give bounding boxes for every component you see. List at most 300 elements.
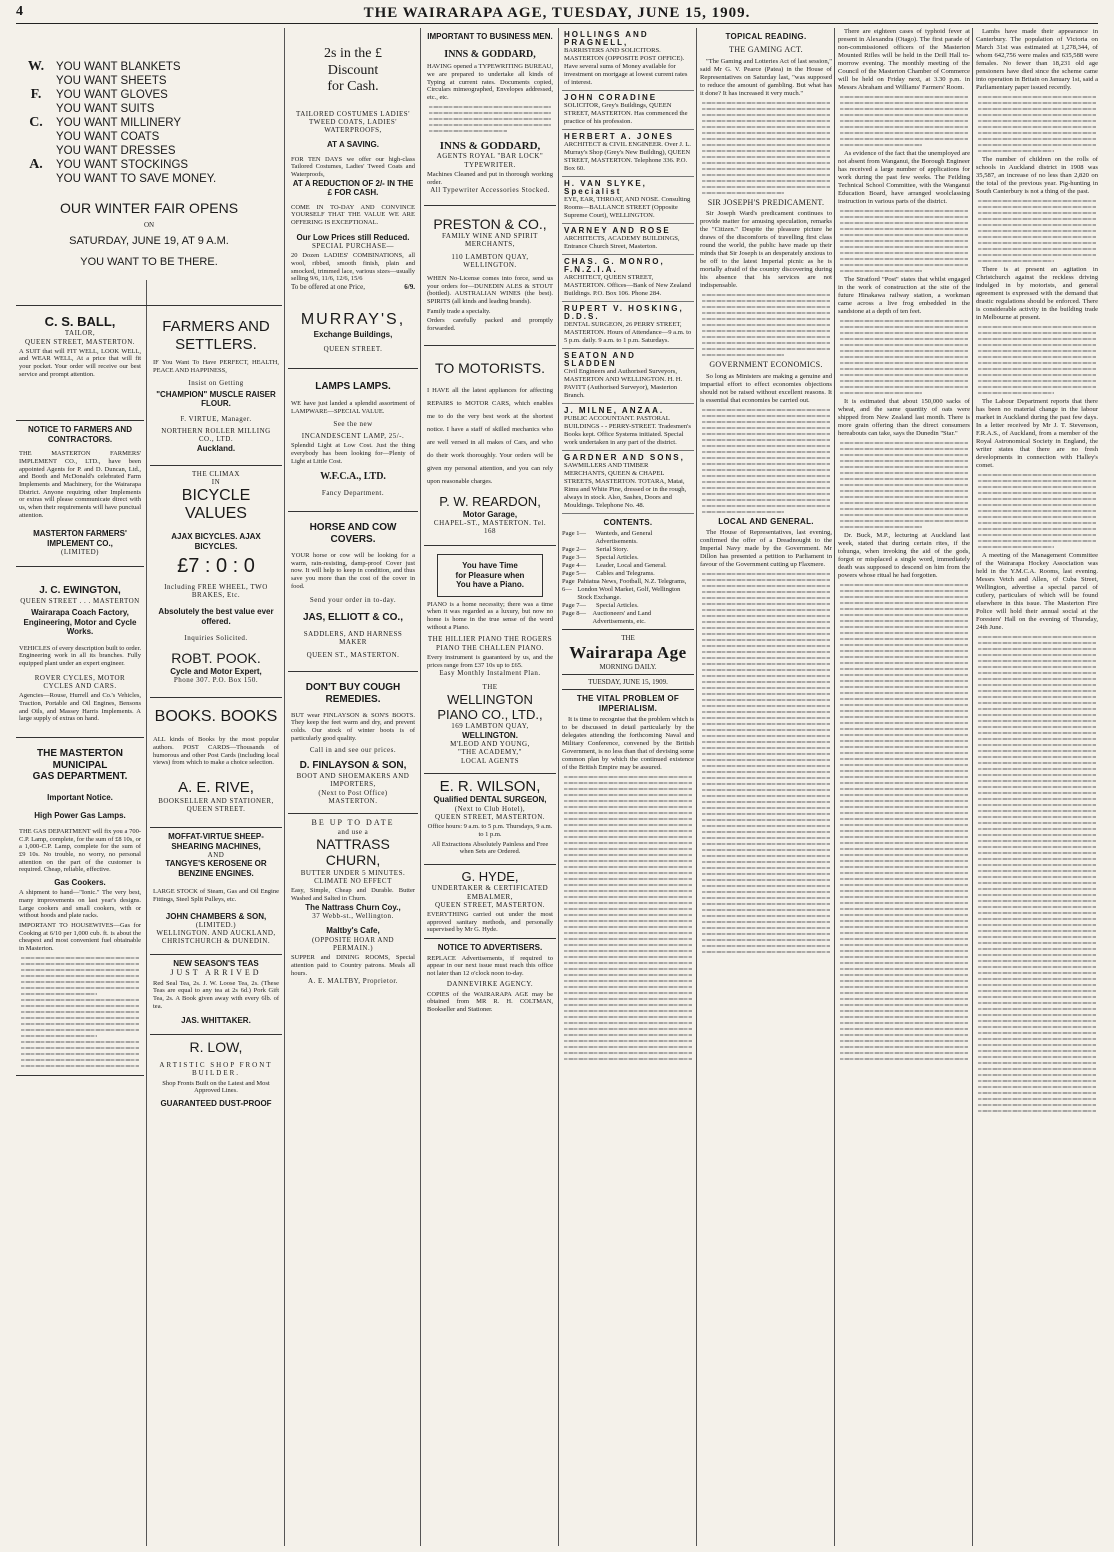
advertisers-agency: DANNEVIRKE AGENCY.: [446, 980, 534, 989]
want-text: YOU WANT MILLINERY: [56, 117, 182, 129]
contents-page: Page 3—: [562, 554, 587, 562]
column-rule: [696, 28, 697, 1546]
masthead: [16, 4, 1098, 24]
piano-box-1: You have Time: [462, 561, 518, 571]
discount-ad: [288, 28, 418, 369]
contents-text: Special Articles.: [596, 602, 639, 610]
climax-inquiries: Inquiries Solicited.: [184, 634, 248, 643]
moffat-ad: [150, 828, 282, 955]
discount-offered: To be offered at one Price,: [291, 282, 366, 291]
piano-guarantee: Every instrument is guaranteed by us, and the prices range from £37 10s up to £65.: [427, 653, 553, 669]
rive-trade: BOOKSELLER AND STATIONER, QUEEN STREET.: [158, 796, 274, 813]
moffat-limited: (LIMITED.): [195, 920, 237, 929]
advertisers-copies: COPIES of the WAIRARAPA AGE may be obtained from MR R. H. COLTMAN, Bookseller and Stationer.: [427, 990, 553, 1014]
murray-name: MURRAY'S,: [300, 311, 406, 329]
discount-line-3: for Cash.: [327, 79, 379, 95]
piano-box-3: You have a Piano.: [456, 580, 524, 590]
farmers-settlers-title: FARMERS AND SETTLERS.: [162, 318, 270, 353]
maltby-suppers: SUPPER and DINING ROOMS, Special attention paid to Country patrons. Meals all hours.: [291, 954, 415, 977]
rive-name: A. E. RIVE,: [178, 779, 254, 797]
churn-line-2: and use a: [337, 827, 369, 836]
professional-card: [562, 130, 694, 177]
farmers-notice-limited: (LIMITED): [61, 548, 99, 557]
want-text: YOU WANT DRESSES: [56, 145, 176, 157]
column-4: [424, 28, 556, 1546]
contents-row: [562, 554, 694, 562]
contents-list: [562, 530, 694, 626]
want-letter: F.: [30, 87, 42, 102]
local-title: LOCAL AND GENERAL.: [718, 516, 814, 526]
finlayson-town: MASTERTON.: [328, 796, 378, 805]
horse-sum: Send your order in to-day.: [309, 596, 397, 605]
farmers-notice-ad: [16, 421, 144, 567]
moffat-and: AND: [207, 851, 225, 860]
card-name: HOLLINGS AND PRAGNELL,: [564, 30, 649, 47]
pook-name: ROBT. POOK.: [171, 650, 261, 667]
want-text: YOU WANT BLANKETS: [56, 61, 181, 73]
paper-date: TUESDAY, JUNE 15, 1909.: [588, 677, 668, 686]
column-rule: [420, 28, 421, 1546]
ewington-agencies: Agencies—Rouse, Hurrell and Co.'s Vehicles, Traction, Portable and Oil Engines, Bensons and Oils, and Massey Harris Implements. A large supply of extras on hand.: [19, 692, 141, 723]
climax-in: IN: [211, 478, 221, 487]
elliott-street: QUEEN ST., MASTERTON.: [306, 650, 400, 659]
column-rule: [146, 280, 147, 1546]
business-title: IMPORTANT TO BUSINESS MEN.: [427, 32, 553, 41]
contents-title: CONTENTS.: [603, 518, 653, 527]
professional-card: [562, 404, 694, 451]
discount-combinations: 20 Dozen LADIES' COMBINATIONS, all wool, ribbed, smooth finish, plain and smocked, trimmed lace, various sizes—usually selling 9/6, 11/6, 12/6, 15/6: [291, 252, 415, 283]
motorists-body: I HAVE all the latest appliances for affecting REPAIRS to MOTOR CARS, which enables me to do the very best work at the shortest notice. I have a staff of skilled mechanics who are well versed in all makes of Cars, and who do their work thoroughly. Your orders will be given my personal attention, and you can rely upon reasonable charges.: [427, 387, 553, 486]
gas-notice: Important Notice.: [47, 793, 113, 803]
preston-family: Family trade a specialty.: [427, 307, 491, 315]
fair-on: ON: [143, 220, 155, 229]
hyde-street: QUEEN STREET, MASTERTON.: [434, 900, 546, 909]
lamps-body: WE have just landed a splendid assortment of LAMPWARE—SPECIAL VALUE.: [291, 400, 415, 416]
finlayson-name: D. FINLAYSON & SON,: [299, 760, 407, 772]
card-body: ARCHITECTS, ACADEMY BUILDINGS, Entrance Church Street, Masterton.: [564, 235, 680, 250]
piano-box-2: for Pleasure when: [455, 570, 525, 580]
churn-body: Easy, Simple, Cheap and Durable. Butter Washed and Salted in Churn.: [291, 887, 415, 903]
gas-cookers: Gas Cookers.: [54, 878, 106, 888]
contents-text: Auctioneers' and Land Advertisements, etc.: [592, 610, 652, 626]
professional-card: [562, 177, 694, 224]
farmers-mill: NORTHERN ROLLER MILLING CO., LTD.: [161, 427, 271, 444]
discount-reduction: AT A REDUCTION OF 2/- IN THE £ FOR CASH.: [292, 178, 414, 198]
ewington-rover: ROVER CYCLES, MOTOR CYCLES AND CARS.: [34, 673, 126, 690]
leader-title: THE VITAL PROBLEM OF IMPERIALISM.: [576, 694, 680, 713]
climax-the: THE CLIMAX: [192, 470, 240, 478]
books-ad: [150, 698, 282, 829]
col7-para-1: There are eighteen cases of typhoid fever at present in Alexandra (Otago). The first parade of non-commissioned officers of the Masterton Mounted Rifles will be held in the Drill Hall to-morrow evening. The monthly meeting of the Council of the Masterton Chamber of Commerce will be held on Friday next, at 3.30 p.m. in Messrs Abraham and Williams' Farmers' Room.: [838, 28, 970, 91]
contents-page: Page 6—: [562, 578, 575, 594]
gas-cookers-body: A shipment to hand—"Ionic." The very best, many improvements on last year's designs. Large cookers and small cookers, with or without hoods and plate racks.: [19, 889, 141, 920]
advertisers-notice: [424, 939, 556, 1018]
contents-row: [562, 578, 694, 602]
economics-title: GOVERNMENT ECONOMICS.: [709, 360, 823, 370]
paper-masthead: [562, 634, 694, 690]
teas-title: NEW SEASON'S TEAS: [173, 958, 259, 968]
masthead-title: THE WAIRARAPA AGE, TUESDAY, JUNE 15, 1909.: [363, 4, 751, 21]
cough-call: Call in and see our prices.: [309, 746, 397, 755]
topical-title: TOPICAL READING.: [725, 32, 807, 41]
contents-row: [562, 562, 694, 570]
lamps-see: See the new: [333, 419, 373, 428]
lamps-incandescent: INCANDESCENT LAMP, 25/-.: [301, 432, 405, 441]
climax-ad: [150, 466, 282, 698]
climax-headline: BICYCLE VALUES: [181, 486, 251, 523]
want-line: [16, 144, 282, 158]
professional-card: [562, 224, 694, 255]
murray-buildings: Exchange Buildings,: [313, 329, 393, 339]
ball-name: C. S. BALL,: [44, 314, 116, 329]
fair-closing: YOU WANT TO BE THERE.: [80, 255, 218, 268]
column-2: [150, 310, 282, 1546]
wfca-dept: Fancy Department.: [321, 489, 385, 498]
farmers-settlers-intro: IF You Want To Have PERFECT, HEALTH, PEACE AND HAPPINESS,: [153, 359, 279, 375]
col7-para-5: Dr. Buck, M.P., lecturing at Auckland last week, stated that during certain rites, if the tohunga, when invoking the aid of the gods, forgot or misplaced a single word, immediately death was supposed to descend on him from the powers whose ritual he had forgotten.: [838, 532, 970, 579]
want-text: YOU WANT SUITS: [56, 103, 155, 115]
ewington-body: VEHICLES of every description built to order. Engineering work in all its branches. Fully equipped plant under an expert engineer.: [19, 644, 141, 668]
contents-row: [562, 546, 694, 554]
contents-text: Special Articles.: [596, 554, 639, 562]
piano-ad: [424, 546, 556, 773]
column-rule: [834, 28, 835, 1546]
churn-butter: BUTTER UNDER 5 MINUTES.: [300, 868, 406, 877]
hyde-ad: [424, 865, 556, 939]
hyde-name: G. HYDE,: [461, 869, 519, 885]
topical-body: "The Gaming and Lotteries Act of last session," said Mr G. V. Pearce (Patea) in the House of Representatives on Saturday last, "was supposed to reduce the amount of gambling. But what has it done? It has increased it very much.": [700, 57, 832, 97]
reardon-addr: CHAPEL-ST., MASTERTON. Tel. 168: [433, 518, 547, 536]
predicament-body: Sir Joseph Ward's predicament continues to provide matter for amusing speculation, remarks the "Citizen." Despite the pleasure picture he draws of the discomforts of travelling first class round the world, the public have made up their minds that Sir Joseph is an desperately anxious to be off to the latest Imperial picnic as he is mortally afraid of the country discovering during his absence that his services are not indispensable.: [700, 210, 832, 290]
horse-cover-ad: [288, 512, 418, 672]
farmers-insist: Insist on Getting: [188, 378, 244, 387]
churn-name: NATTRASS CHURN,: [316, 835, 390, 869]
churn-line-1: BE UP TO DATE: [311, 818, 395, 828]
want-line: [16, 172, 282, 186]
horse-title: HORSE AND COW COVERS.: [309, 522, 397, 546]
preston-trade: FAMILY WINE AND SPIRIT MERCHANTS,: [442, 232, 538, 249]
card-body: Civil Engineers and Authorised Surveyors, MASTERTON AND WELLINGTON. H. H. PAVITT (Authorised Surveyor), Masterton Branch.: [564, 368, 683, 399]
discount-special: SPECIAL PURCHASE—: [312, 241, 394, 250]
preston-name: PRESTON & CO.,: [433, 215, 547, 232]
wilson-extractions: All Extractions Absolutely Painless and Free when Sets are Ordered.: [431, 840, 549, 856]
gas-body: THE GAS DEPARTMENT will fix you a 700-C.P. Lamp, complete, for the sum of £8 10s, or a 1,000-C.P. Lamp, complete for the sum of £9 10s. No trouble, no worry, no personal attention on the part of the customer is required. Cheap, reliable, effective.: [19, 828, 141, 874]
paper-the: THE: [621, 634, 635, 643]
card-body: SAWMILLERS AND TIMBER MERCHANTS, QUEEN & CHAPEL STREETS, MASTERTON. TOTARA, Matai, Rimu and White Pine, dressed or in the rough, always in stock. Also, Sashes, Doors and Mouldings. Telephone No. 48.: [564, 462, 687, 509]
local-body: The House of Representatives, last evening, confirmed the offer of a Dreadnought to the Imperial Navy made by the Government. Mr Dillon has presented a petition to Parliament in favour of the Government cutting up Flaxmere.: [700, 529, 832, 569]
paper-name: Wairarapa Age: [569, 642, 687, 662]
piano-box: [437, 554, 543, 596]
business-ad: [424, 28, 556, 206]
hyde-body: EVERYTHING carried out under the most approved sanitary methods, and personally supervised by Mr G. Hyde.: [427, 911, 553, 934]
professional-card: [562, 255, 694, 302]
advertisers-body: REPLACE Advertisements, if required to appear in our next issue must reach this office not later than 12 o'clock noon to-day.: [427, 954, 553, 977]
wilson-street: QUEEN STREET, MASTERTON.: [434, 813, 546, 822]
business-body: HAVING opened a TYPEWRITING BUREAU, we are prepared to undertake all kinds of Typing at current rates. Documents copied, Circulars mimeographed, Envelopes addressed, etc., etc.: [427, 63, 553, 101]
preston-addr: 110 LAMBTON QUAY, WELLINGTON.: [451, 252, 529, 269]
contents-text: Pahiatua News, Football, N.Z. Telegrams, London Wool Market, Golf, Wellington Stock Exchange.: [577, 578, 687, 602]
card-name: SEATON AND SLADDEN: [564, 351, 636, 368]
contents-row: [562, 602, 694, 610]
professional-card: [562, 349, 694, 404]
churn-co: The Nattrass Churn Coy.,: [305, 902, 401, 912]
column-3: [288, 28, 418, 1546]
column-8: [976, 28, 1098, 1546]
lamps-splendid: Splendid Light at Low Cost. Just the thing everybody has been looking for—Plenty of Light at Little Cost.: [291, 442, 415, 465]
business-accessories: All Typewriter Accessories Stocked.: [430, 186, 550, 195]
column-5: [562, 28, 694, 1546]
column-6: [700, 28, 832, 1546]
card-body: BARRISTERS AND SOLICITORS. MASTERTON (OPPOSITE POST OFFICE). Have several sums of Money available for investment on mortgage at lowest current rates of interest.: [564, 47, 688, 86]
low-name: R. LOW,: [189, 1038, 243, 1055]
paper-daily: MORNING DAILY.: [599, 662, 657, 671]
col7-para-3: The Stratford "Post" states that whilst engaged in the work of construction at the site of the future Hinakawa railway station, a workman came across a live frog embedded in the sandstone at a depth of ten feet.: [838, 276, 970, 315]
wilson-hours: Office hours: 9 a.m. to 5 p.m. Thursdays, 9 a.m. to 1 p.m.: [427, 823, 553, 839]
ball-trade: TAILOR,: [64, 329, 96, 338]
contents-page: Page 4—: [562, 562, 587, 570]
gas-important: IMPORTANT TO HOUSEWIVES—Gas for Cooking at 6/10 per 1,000 cub. ft. is about the cheapest and most convenient fuel obtainable in Masterton.: [19, 922, 141, 953]
card-body: SOLICITOR, Grey's Buildings, QUEEN STREET, MASTERTON. Has commenced the practice of his profession.: [564, 102, 688, 125]
want-text: YOU WANT TO SAVE MONEY.: [56, 173, 217, 185]
preston-orders: Orders carefully packed and promptly forwarded.: [427, 317, 553, 332]
murray-street: QUEEN STREET.: [323, 345, 383, 354]
predicament-title: SIR JOSEPH'S PREDICAMENT.: [707, 197, 825, 207]
pook-sub: Cycle and Motor Expert,: [170, 666, 262, 676]
want-line: [16, 158, 282, 172]
card-name: CHAS. G. MONRO, F.N.Z.I.A.: [564, 257, 665, 274]
col8-para-2: The number of children on the rolls of schools in Auckland district in 1908 was 35,587, an increase of no less than 2,820 on the total of the previous year. Pig-hunting in South Canterbury is not a thing of the past.: [976, 156, 1098, 195]
ball-ad: [16, 310, 144, 421]
gas-title-3: GAS DEPARTMENT.: [32, 771, 128, 783]
want-line: [16, 88, 282, 102]
churn-ad: [288, 814, 418, 989]
col8-para-5: A meeting of the Management Committee of the Wairarapa Hockey Association was held in the Y.M.C.A. Rooms, last evening. Messrs Vetch and Allen, of Cuba Street, Wellington, advertise a special parcel of cutlery, particulars of which will be found elsewhere in this issue. The Masterton Fire Police will hold their annual social at the Foresters' Hall on the evening of Thursday, 24th June.: [976, 552, 1098, 631]
want-line: [16, 74, 282, 88]
reardon-garage: Motor Garage,: [462, 509, 518, 519]
discount-line-2: Discount: [327, 62, 379, 78]
farmers-settlers-ad: [150, 310, 282, 466]
want-list: [16, 60, 282, 186]
reardon-name: P. W. REARDON,: [439, 494, 541, 510]
card-body: ARCHITECT & CIVIL ENGINEER. Over J. L. Murray's Shop (Grey's New Building), QUEEN STREET, MASTERTON. Telephone 336. P.O. Box 60.: [564, 141, 691, 172]
professional-cards: [562, 28, 694, 514]
card-body: DENTAL SURGEON, 26 PERRY STREET, MASTERTON. Hours of Attendance—9 a.m. to 5 p.m. daily. 9 a.m. to 1 p.m. Saturdays.: [564, 321, 692, 344]
contents-page: Page 1—: [562, 530, 587, 538]
lamps-ad: [288, 369, 418, 513]
discount-line-1: 2s in the £: [324, 46, 382, 61]
card-name: HERBERT A. JONES: [564, 132, 674, 141]
piano-easy: Easy Monthly Instalment Plan.: [439, 669, 541, 678]
card-name: J. MILNE, ANZAA.: [564, 406, 665, 415]
contents-row: [562, 530, 694, 546]
want-letter: C.: [29, 115, 43, 130]
contents-row: [562, 610, 694, 626]
piano-academy: "THE ACADEMY,": [458, 748, 522, 757]
preston-ad: [424, 206, 556, 346]
business-agents: AGENTS ROYAL "BAR LOCK" TYPEWRITER.: [436, 152, 544, 169]
contents-page: Page 8—: [562, 610, 587, 618]
cough-title: DON'T BUY COUGH REMEDIES.: [305, 681, 401, 705]
ball-address: QUEEN STREET, MASTERTON.: [24, 337, 136, 346]
gas-lamps: High Power Gas Lamps.: [34, 810, 126, 820]
gas-title-2: MUNICIPAL: [52, 759, 108, 771]
card-name: RUPERT V. HOSKING, D.D.S.: [564, 304, 684, 321]
farmers-city: Auckland.: [196, 443, 236, 453]
professional-card: [562, 28, 694, 91]
low-trade: ARTISTIC SHOP FRONT BUILDER.: [159, 1061, 273, 1078]
piano-city: WELLINGTON.: [462, 730, 518, 740]
climax-models: AJAX BICYCLES. AJAX BICYCLES.: [171, 532, 261, 551]
column-rule: [284, 28, 285, 1546]
col8-para-3: There is at present an agitation in Christchurch against the reckless driving indulged in by motorists, and general agreement is expressed with the demand that drastic regulations should be enforced. There is considerable activity in the building trade in Melbourne at present.: [976, 266, 1098, 321]
contents-row: [562, 570, 694, 578]
farmers-signed: F. VIRTUE, Manager.: [180, 414, 252, 423]
moffat-body: LARGE STOCK of Steam, Gas and Oil Engine Fittings, Steel Split Pulleys, etc.: [153, 888, 279, 903]
ad-rule: [16, 305, 282, 306]
card-name: JOHN CORADINE: [564, 93, 658, 102]
contents-page: Page 2—: [562, 546, 587, 554]
column-rule: [972, 28, 973, 1546]
low-footer: GUARANTEED DUST-PROOF: [160, 1099, 272, 1108]
piano-co: WELLINGTON PIANO CO., LTD.,: [437, 691, 543, 723]
page-number: 4: [16, 4, 23, 19]
contents-page: Page 7—: [562, 602, 587, 610]
topical-sub: THE GAMING ACT.: [729, 45, 803, 55]
wilson-next: (Next to Club Hotel),: [454, 804, 526, 813]
churn-addr: 37 Webb-st., Wellington.: [312, 912, 394, 921]
maltby-addr: (OPPOSITE HOAR AND PERMAIN.): [311, 935, 395, 953]
lamps-title: LAMPS LAMPS.: [315, 380, 391, 392]
ball-body: A SUIT that will FIT WELL, LOOK WELL, and WEAR WELL, At a price that will fit your pocket. Your order will receive our best service and prompt attention.: [19, 347, 141, 378]
moffat-firm: JOHN CHAMBERS & SON,: [165, 911, 267, 921]
leader-body: It is time to recognise that the problem which is to be discussed in detail particularly by the delegates attending the forthcoming Naval and Military Conference, convened by the British Government, is no less than that of devising some common plan by which the continued existence of the British Empire may be assured.: [562, 716, 694, 772]
cough-ad: [288, 672, 418, 814]
want-letter: A.: [29, 157, 43, 172]
moffat-title: MOFFAT-VIRTUE SHEEP-SHEARING MACHINES,: [168, 832, 264, 851]
card-body: PUBLIC ACCOUNTANT. PASTORAL BUILDINGS - - PERRY-STREET. Tradesmen's Books kept. Office Systems initiated. Special work undertaken in any part of the district.: [564, 415, 691, 446]
pook-phone: Phone 307. P.O. Box 150.: [173, 676, 259, 685]
wilson-name: E. R. WILSON,: [439, 777, 541, 795]
teas-ad: [150, 955, 282, 1035]
want-line: [16, 102, 282, 116]
want-letter: W.: [27, 59, 45, 74]
low-body: Shop Fronts Built on the Latest and Most Approved Lines.: [162, 1079, 270, 1095]
cough-body: BUT wear FINLAYSON & SON'S BOOTS. They keep the feet warm and dry, and prevent colds. Our stock of winter boots is of particularly good quality.: [291, 711, 415, 742]
teas-arrived: JUST ARRIVED: [170, 968, 262, 978]
want-text: YOU WANT COATS: [56, 131, 160, 143]
books-title: BOOKS. BOOKS: [154, 707, 278, 725]
farmers-notice-title: NOTICE TO FARMERS AND CONTRACTORS.: [27, 425, 132, 444]
wilson-ad: [424, 774, 556, 865]
finlayson-next: (Next to Post Office): [318, 788, 388, 797]
books-body: ALL kinds of Books by the most popular authors. POST CARDS—Thousands of humorous and other Post Cards (including local views) from which to make a choice selection.: [153, 736, 279, 767]
moffat-tangye: TANGYE'S KEROSENE OR BENZINE ENGINES.: [165, 859, 267, 878]
ewington-address: QUEEN STREET . . . MASTERTON: [20, 597, 140, 606]
motorists-title: TO MOTORISTS.: [435, 359, 545, 376]
teas-body: Red Seal Tea, 2s. J. W. Loose Tea, 2s. (These Teas are equal to any tea at 2s 6d.) Pork Gift Tea, 2s. A Book given away with every 6lb. of tea.: [153, 979, 279, 1010]
fair-headline: OUR WINTER FAIR OPENS: [59, 200, 239, 216]
gas-ad: [16, 738, 144, 1076]
advertisers-title: NOTICE TO ADVERTISERS.: [437, 943, 543, 953]
piano-the: THE: [482, 683, 498, 692]
climax-including: Including FREE WHEEL, TWO BRAKES, Etc.: [164, 582, 268, 599]
want-text: YOU WANT GLOVES: [56, 89, 168, 101]
piano-local: LOCAL AGENTS: [460, 756, 520, 765]
teas-name: JAS. WHITTAKER.: [181, 1016, 251, 1026]
economics-body: So long as Ministers are making a genuine and impartial effort to effect economies objections should not be raised without excellent reasons. It is essential that economies be carried out.: [700, 372, 832, 404]
card-name: GARDNER AND SONS,: [564, 453, 685, 462]
contents-text: Leader, Local and General.: [596, 562, 667, 570]
winter-fair-ad: [16, 28, 282, 278]
farmers-product: "CHAMPION" MUSCLE RAISER FLOUR.: [156, 389, 276, 409]
discount-come: COME IN TO-DAY AND CONVINCE YOURSELF THAT THE VALUE WE ARE OFFERING IS EXCEPTIONAL.: [291, 203, 415, 226]
column-1: [16, 310, 144, 1546]
professional-card: [562, 91, 694, 130]
card-body: ARCHITECT, QUEEN STREET, MASTERTON. Offices—Bank of New Zealand Buildings. P.O. Box 106. Phone 284.: [564, 274, 691, 297]
piano-addr: 169 LAMBTON QUAY,: [451, 722, 529, 731]
discount-price-row: [291, 283, 415, 291]
hyde-trade: UNDERTAKER & CERTIFICATED EMBALMER,: [431, 884, 549, 901]
discount-body: FOR TEN DAYS we offer our high-class Tailored Costumes, Ladies' Tweed Coats and Waterproofs,: [291, 155, 415, 179]
preston-body: WHEN No-License comes into force, send us your orders for—DUNEDIN ALES & STOUT (bottled). AUSTRALIAN WINES (the best). SPIRITS (all kinds and leading brands).: [427, 275, 553, 306]
climax-price: £7 : 0 : 0: [177, 555, 255, 578]
discount-price: 6/9.: [404, 282, 415, 291]
ewington-sub: Wairarapa Coach Factory, Engineering, Motor and Cycle Works.: [23, 608, 137, 637]
churn-climate: CLIMATE NO EFFECT: [314, 877, 392, 886]
contents-text: Wanteds, and General Advertisements.: [595, 530, 653, 546]
wilson-sub: Qualified DENTAL SURGEON,: [433, 795, 547, 805]
motorists-ad: [424, 346, 556, 547]
horse-body: YOUR horse or cow will be looking for a warm, rain-resisting, damp-proof Cover just now. It will help to keep in condition, and thus save you more than the cost of the cover in food.: [291, 551, 415, 590]
discount-low-prices: Our Low Prices still Reduced.: [296, 232, 410, 242]
low-ad: [150, 1035, 282, 1113]
contents-page: Page 5—: [562, 570, 587, 578]
col8-para-4: The Labour Department reports that there has been no material change in the labour market in Auckland during the past few days. In a letter received by Mr J. T. Stevenson, F.R.A.S., of Auckland, from a member of the Royal Astronomical Society in England, the writer states that there are no fresh developments in connection with Halley's comet.: [976, 398, 1098, 469]
piano-brands: THE HILLIER PIANO THE ROGERS PIANO THE CHALLEN PIANO.: [427, 635, 553, 652]
inns-goddard-name-2: INNS & GODDARD,: [439, 139, 541, 152]
discount-saving: AT A SAVING.: [327, 140, 379, 150]
contents-text: Serial Story.: [596, 546, 629, 554]
farmers-notice-body: THE MASTERTON FARMERS' IMPLEMENT CO., LTD., have been appointed Agents for P. and D. Duncan, Ltd., and Booth and McDonald's celebrated Farm Implements and Machinery, for the Wairarapa District. Anyone requiring other Implements or extras will please communicate direct with us, when their requirements will have punctual attention.: [19, 450, 141, 519]
col7-para-2: As evidence of the fact that the unemployed are not absent from Wanganui, the Borough Engineer has received a large number of applications for work during the past few weeks. The Feilding Technical School Committee, with the Wanganui Education Board, have arranged woolclassing instruction in various parts of the district.: [838, 150, 970, 205]
elliott-trade: SADDLERS, AND HARNESS MAKER: [303, 630, 403, 647]
column-7: [838, 28, 970, 1546]
piano-agents: M'LEOD AND YOUNG,: [450, 740, 530, 749]
finlayson-trade: BOOT AND SHOEMAKERS AND IMPORTERS,: [296, 772, 410, 789]
professional-card: [562, 451, 694, 514]
col8-para-1: Lambs have made their appearance in Canterbury. The population of Victoria on March 31st was estimated at 1,278,344, of whom 642,756 were males and 635,588 were females. No fewer than 18,231 old age pensioners have died since the scheme came into operation in Britain on January 1st, said a Parliamentary paper issued recently.: [976, 28, 1098, 91]
business-machines: Machines Cleaned and put in thorough working order.: [427, 170, 553, 186]
gas-title-1: THE MASTERTON: [37, 747, 123, 759]
professional-card: [562, 302, 694, 349]
contents-text: Cables and Telegrams.: [596, 570, 655, 578]
moffat-cities: WELLINGTON. AND AUCKLAND, CHRISTCHURCH & DUNEDIN.: [156, 929, 276, 946]
col7-para-4: It is estimated that about 150,000 sacks of wheat, and the same quantity of oats were shipped from New Zealand last month. There is more grain offering than the direct consumers hereabouts can take, says the Dunedin "Star.": [838, 398, 970, 437]
want-line: [16, 60, 282, 74]
maltby-prop: A. E. MALTBY, Proprietor.: [307, 977, 399, 986]
elliott-name: JAS, ELLIOTT & CO.,: [302, 612, 403, 624]
card-name: VARNEY AND ROSE: [564, 226, 671, 235]
ewington-name: J. C. EWINGTON,: [39, 585, 121, 597]
climax-best: Absolutely the best value ever offered.: [158, 607, 274, 626]
want-line: [16, 116, 282, 130]
inns-goddard-name: INNS & GODDARD,: [444, 49, 536, 61]
column-rule: [558, 28, 559, 1546]
card-name: H. VAN SLYKE, Specialist: [564, 179, 647, 196]
wfca-name: W.F.C.A., LTD.: [320, 471, 386, 483]
piano-body: PIANO is a home necessity; there was a time when it was regarded as a luxury, but now no home is home in the true sense of the word without a Piano.: [427, 600, 553, 631]
farmers-notice-company: MASTERTON FARMERS' IMPLEMENT CO.,: [33, 529, 127, 548]
